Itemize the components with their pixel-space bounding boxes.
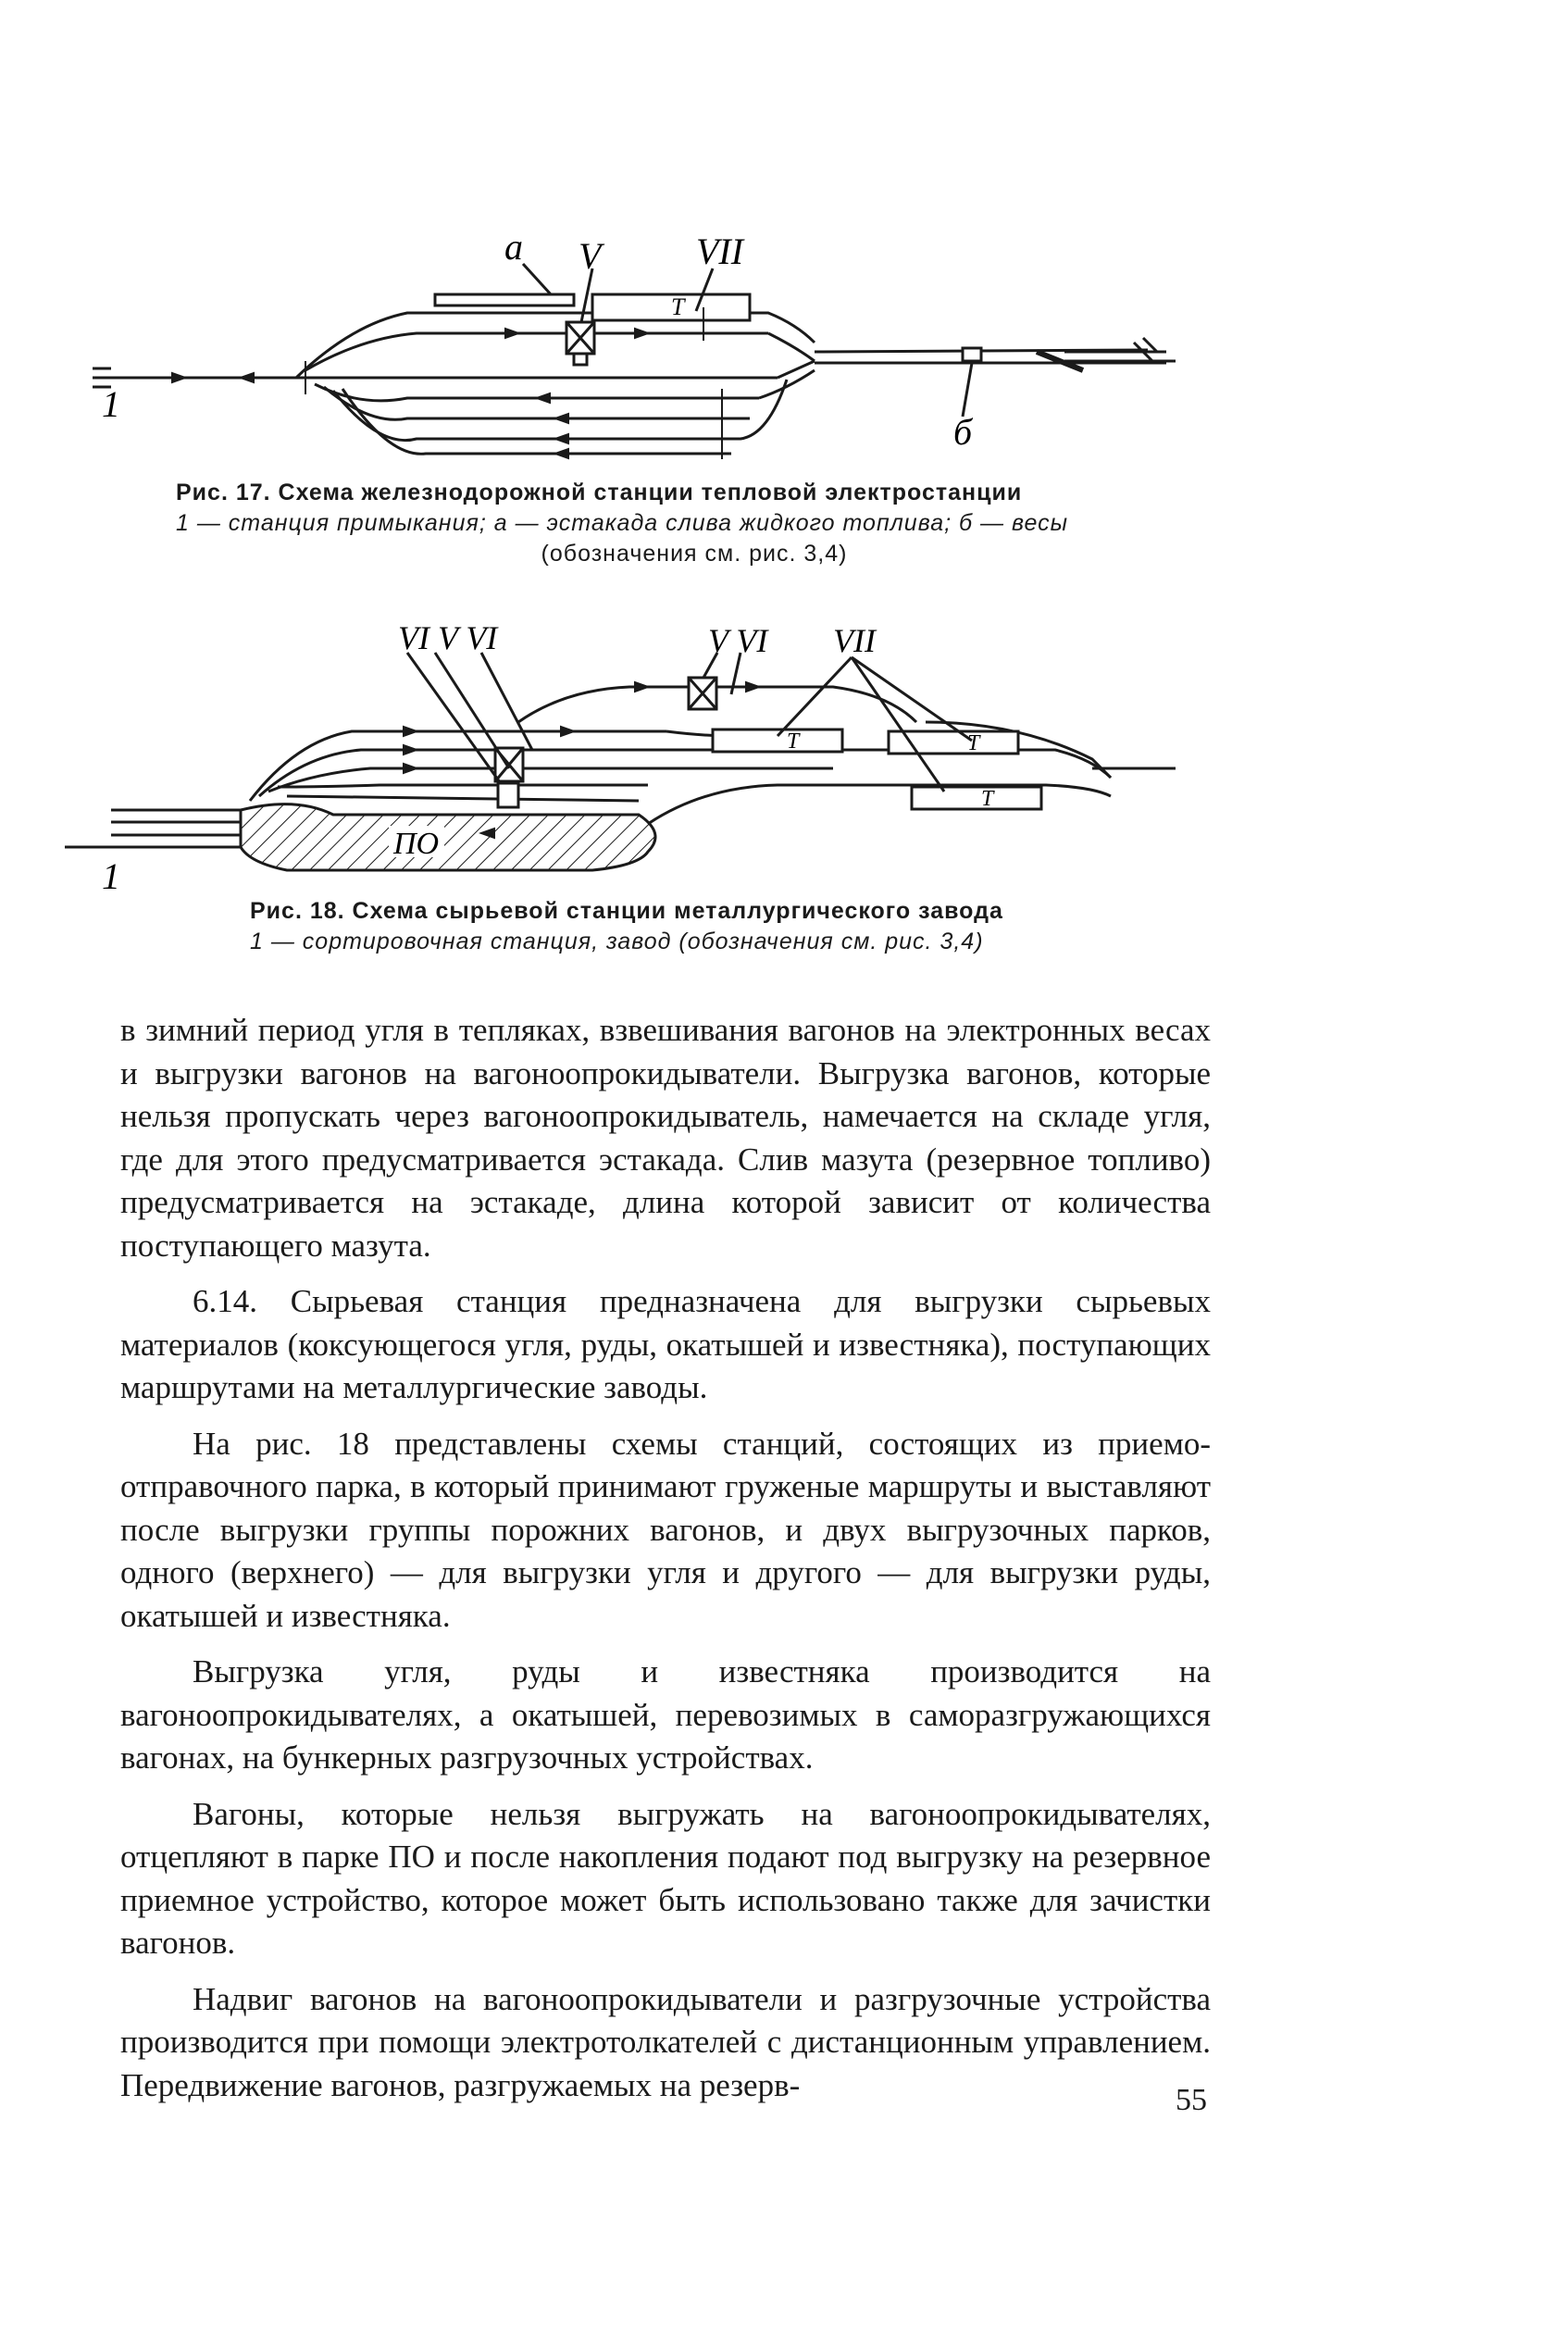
figure-17 [0, 222, 1568, 463]
figure-18-diagram [0, 611, 1568, 898]
label-vii: VII [833, 622, 876, 659]
paragraph-2: 6.14. Сырьевая станция предназначена для выгрузки сырьевых материалов (коксующегося угля, руды, окатышей и известняка), поступающих маршрутами на металлургические заводы. [120, 1283, 1211, 1405]
figure-18-caption-title: Рис. 18. Схема сырьевой станции металлургического завода [250, 898, 1003, 924]
figure-18-caption-line2: 1 — сортировочная станция, завод (обозначения см. рис. 3,4) [250, 929, 984, 954]
paragraph-5: Вагоны, которые нельзя выгружать на вагоноопрокидывателях, отцепляют в парке ПО и после накопления подают под выгрузку на резервное приемное устройство, которое может быть использовано также для зачистки вагонов. [120, 1795, 1211, 1961]
label-a: а [504, 226, 523, 268]
figure-17-diagram [0, 222, 1568, 463]
figure-17-caption [176, 478, 1213, 569]
label-1: 1 [102, 383, 120, 425]
figure-17-caption-title: Рис. 17. Схема железнодорожной станции тепловой электростанции [176, 480, 1023, 505]
paragraph-3: На рис. 18 представлены схемы станций, состоящих из приемо-отправочного парка, в который принимают груженые маршруты и выставляют после выгрузки группы порожних вагонов, и двух выгрузочных парков, одного (верхнего) — для выгрузки угля и другого — для выгрузки руды, окатышей и известняка. [120, 1425, 1211, 1634]
paragraph-1: в зимний период угля в тепляках, взвешивания вагонов на электронных весах и выгрузки вагонов на вагоноопрокидыватели. Выгрузка вагонов, которые нельзя пропускать через вагоноопрокидыватель, намечается на складе угля, где для этого предусматривается эстакада. Слив мазута (резервное топливо) предусматривается на эстакаде, длина которой зависит от количества поступающего мазута. [120, 1012, 1211, 1264]
label-t1: Т [787, 729, 800, 754]
label-t3: Т [981, 787, 994, 811]
page-number: 55 [1176, 2083, 1207, 2117]
label-1: 1 [102, 855, 120, 897]
label-vii: VII [696, 231, 744, 272]
paragraph-4: Выгрузка угля, руды и известняка производится на вагоноопрокидывателях, а окатышей, перевозимых в саморазгружающихся вагонах, на бункерных разгрузочных устройствах. [120, 1653, 1211, 1776]
figure-17-caption-line2: 1 — станция примыкания; а — эстакада слива жидкого топлива; б — весы [176, 510, 1068, 536]
label-v-vi: V VI [708, 622, 768, 659]
label-b: б [953, 411, 973, 453]
figure-18-caption [250, 896, 1176, 957]
label-po: ПО [393, 827, 440, 861]
label-t2: Т [967, 731, 980, 755]
label-v: V [579, 235, 602, 277]
paragraph-6: Надвиг вагонов на вагоноопрокидыватели и разгрузочные устройства производится при помощи электротолкателей с дистанционным управлением. Передвижение вагонов, разгружаемых на резерв- [120, 1980, 1211, 2103]
label-t: Т [671, 293, 685, 320]
label-vi-v-vi: VI V VI [398, 619, 498, 656]
body-text [120, 1009, 1211, 2120]
figure-18 [0, 611, 1568, 898]
figure-17-caption-line3: (обозначения см. рис. 3,4) [541, 541, 848, 567]
